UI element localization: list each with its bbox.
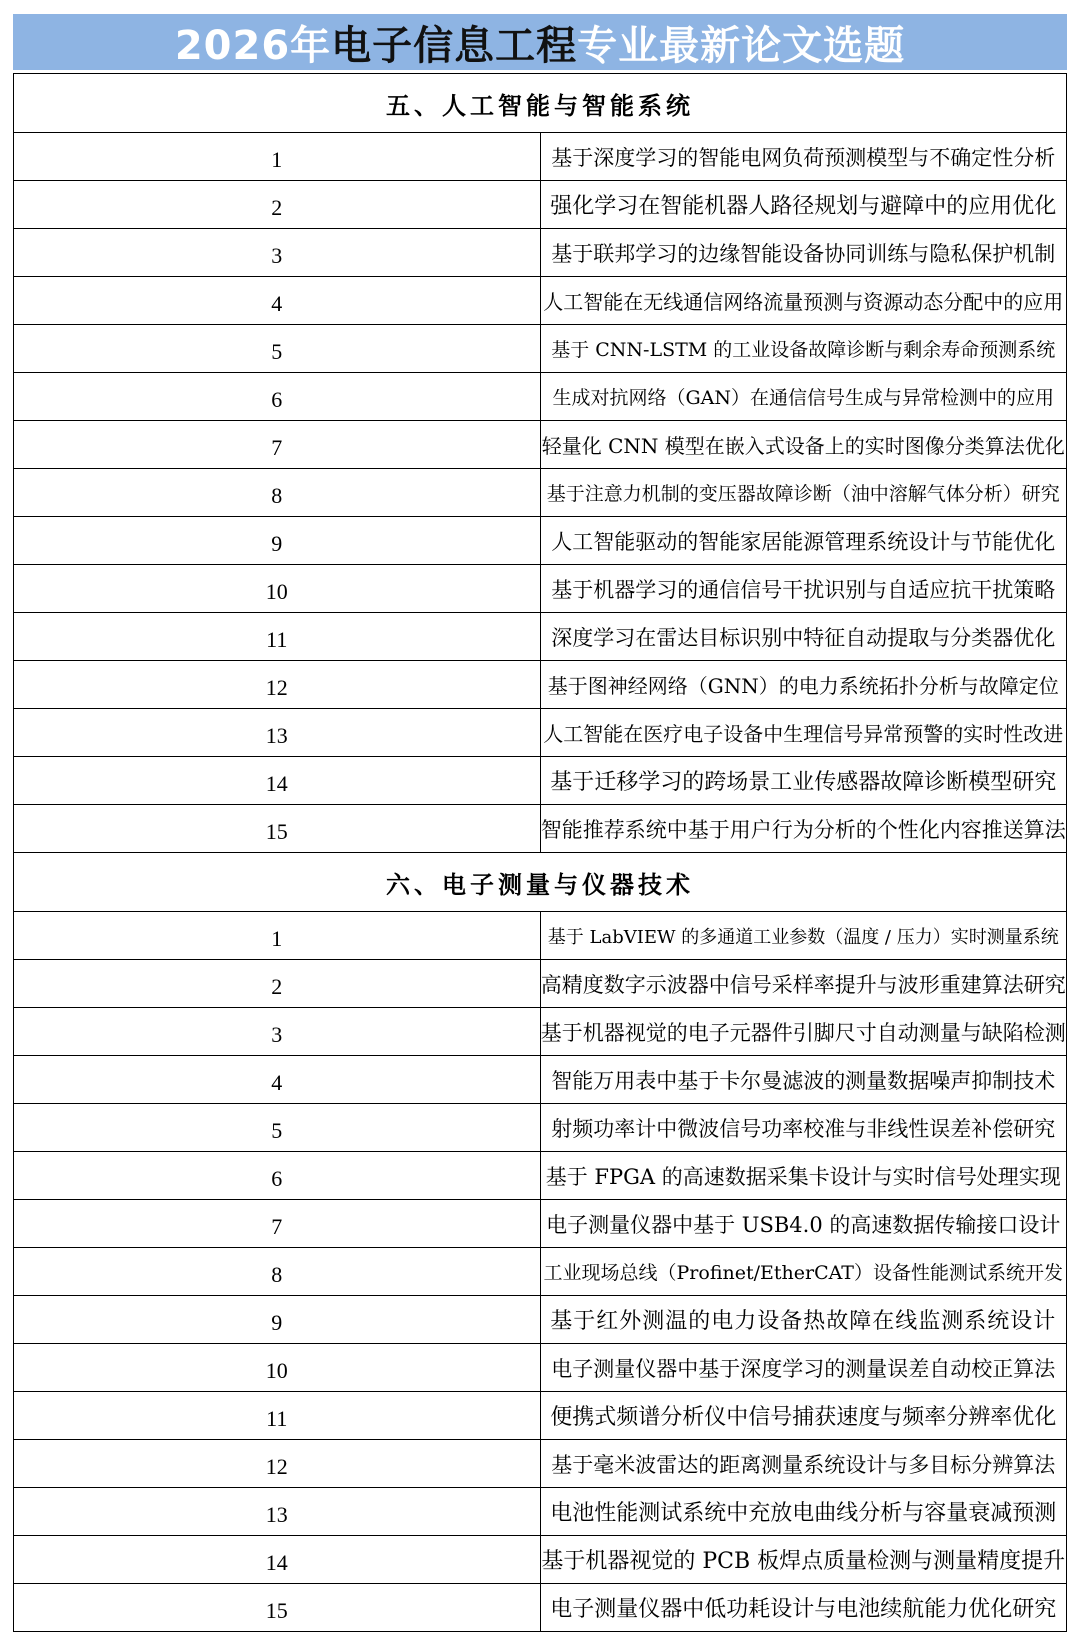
- topic-title: 电池性能测试系统中充放电曲线分析与容量衰减预测: [540, 1488, 1067, 1536]
- topic-title: 基于 LabVIEW 的多通道工业参数（温度 / 压力）实时测量系统: [540, 912, 1067, 960]
- table-row: [14, 1104, 1067, 1152]
- row-number: 2: [14, 181, 541, 229]
- topic-title: 基于机器视觉的电子元器件引脚尺寸自动测量与缺陷检测: [540, 1008, 1067, 1056]
- topic-title: 生成对抗网络（GAN）在通信信号生成与异常检测中的应用: [540, 373, 1067, 421]
- topic-title: 射频功率计中微波信号功率校准与非线性误差补偿研究: [540, 1104, 1067, 1152]
- row-number: 8: [14, 469, 541, 517]
- row-number: 6: [14, 1152, 541, 1200]
- row-number: 10: [14, 565, 541, 613]
- topic-title: 基于 CNN-LSTM 的工业设备故障诊断与剩余寿命预测系统: [540, 325, 1067, 373]
- row-number: 7: [14, 421, 541, 469]
- table-row: [14, 1392, 1067, 1440]
- table-row: [14, 517, 1067, 565]
- section-heading: 五、人工智能与智能系统: [14, 74, 1067, 133]
- row-number: 8: [14, 1248, 541, 1296]
- table-row: [14, 1296, 1067, 1344]
- topic-title: 电子测量仪器中基于深度学习的测量误差自动校正算法: [540, 1344, 1067, 1392]
- row-number: 5: [14, 325, 541, 373]
- table-row: [14, 1056, 1067, 1104]
- row-number: 13: [14, 1488, 541, 1536]
- table-row: [14, 912, 1067, 960]
- row-number: 2: [14, 960, 541, 1008]
- topic-title: 人工智能在医疗电子设备中生理信号异常预警的实时性改进: [540, 709, 1067, 757]
- table-row: [14, 1200, 1067, 1248]
- table-row: [14, 1584, 1067, 1632]
- topic-title: 基于深度学习的智能电网负荷预测模型与不确定性分析: [540, 133, 1067, 181]
- row-number: 11: [14, 613, 541, 661]
- table-row: [14, 805, 1067, 853]
- table-row: [14, 229, 1067, 277]
- table-row: [14, 469, 1067, 517]
- topic-title: 基于注意力机制的变压器故障诊断（油中溶解气体分析）研究: [540, 469, 1067, 517]
- title-banner: [13, 14, 1067, 70]
- section-heading-row: [14, 74, 1067, 133]
- topic-title: 智能万用表中基于卡尔曼滤波的测量数据噪声抑制技术: [540, 1056, 1067, 1104]
- topic-title: 电子测量仪器中基于 USB4.0 的高速数据传输接口设计: [540, 1200, 1067, 1248]
- table-row: [14, 960, 1067, 1008]
- row-number: 7: [14, 1200, 541, 1248]
- table-row: [14, 1248, 1067, 1296]
- topic-title: 深度学习在雷达目标识别中特征自动提取与分类器优化: [540, 613, 1067, 661]
- table-row: [14, 1536, 1067, 1584]
- topic-title: 电子测量仪器中低功耗设计与电池续航能力优化研究: [540, 1584, 1067, 1632]
- topic-title: 基于毫米波雷达的距离测量系统设计与多目标分辨算法: [540, 1440, 1067, 1488]
- topic-title: 基于联邦学习的边缘智能设备协同训练与隐私保护机制: [540, 229, 1067, 277]
- topic-title: 基于图神经网络（GNN）的电力系统拓扑分析与故障定位: [540, 661, 1067, 709]
- table-row: [14, 1008, 1067, 1056]
- row-number: 15: [14, 805, 541, 853]
- topic-title: 轻量化 CNN 模型在嵌入式设备上的实时图像分类算法优化: [540, 421, 1067, 469]
- row-number: 12: [14, 1440, 541, 1488]
- section-heading-row: [14, 853, 1067, 912]
- topic-title: 基于 FPGA 的高速数据采集卡设计与实时信号处理实现: [540, 1152, 1067, 1200]
- row-number: 5: [14, 1104, 541, 1152]
- table-row: [14, 325, 1067, 373]
- row-number: 6: [14, 373, 541, 421]
- section-heading: 六、电子测量与仪器技术: [14, 853, 1067, 912]
- topic-title: 智能推荐系统中基于用户行为分析的个性化内容推送算法: [540, 805, 1067, 853]
- row-number: 13: [14, 709, 541, 757]
- topic-title: 基于迁移学习的跨场景工业传感器故障诊断模型研究: [540, 757, 1067, 805]
- table-row: [14, 373, 1067, 421]
- table-row: [14, 421, 1067, 469]
- topic-title: 基于机器视觉的 PCB 板焊点质量检测与测量精度提升: [540, 1536, 1067, 1584]
- topic-title: 强化学习在智能机器人路径规划与避障中的应用优化: [540, 181, 1067, 229]
- table-row: [14, 565, 1067, 613]
- row-number: 1: [14, 133, 541, 181]
- title-year: 2026年: [174, 22, 332, 69]
- topic-title: 工业现场总线（Profinet/EtherCAT）设备性能测试系统开发: [540, 1248, 1067, 1296]
- row-number: 3: [14, 229, 541, 277]
- row-number: 9: [14, 1296, 541, 1344]
- row-number: 4: [14, 277, 541, 325]
- table-row: [14, 661, 1067, 709]
- title-rest: 专业最新论文选题: [577, 22, 906, 69]
- table-row: [14, 757, 1067, 805]
- table-row: [14, 181, 1067, 229]
- topic-title: 基于红外测温的电力设备热故障在线监测系统设计: [540, 1296, 1067, 1344]
- table-row: [14, 613, 1067, 661]
- topic-title: 高精度数字示波器中信号采样率提升与波形重建算法研究: [540, 960, 1067, 1008]
- table-row: [14, 709, 1067, 757]
- topics-table: [13, 73, 1067, 1632]
- row-number: 12: [14, 661, 541, 709]
- topic-title: 便携式频谱分析仪中信号捕获速度与频率分辨率优化: [540, 1392, 1067, 1440]
- row-number: 15: [14, 1584, 541, 1632]
- table-row: [14, 1344, 1067, 1392]
- row-number: 11: [14, 1392, 541, 1440]
- topic-title: 人工智能驱动的智能家居能源管理系统设计与节能优化: [540, 517, 1067, 565]
- row-number: 9: [14, 517, 541, 565]
- row-number: 14: [14, 757, 541, 805]
- title-major: 电子信息工程: [331, 22, 578, 69]
- row-number: 1: [14, 912, 541, 960]
- table-row: [14, 1488, 1067, 1536]
- topic-title: 人工智能在无线通信网络流量预测与资源动态分配中的应用: [540, 277, 1067, 325]
- table-row: [14, 1440, 1067, 1488]
- row-number: 4: [14, 1056, 541, 1104]
- table-row: [14, 1152, 1067, 1200]
- row-number: 3: [14, 1008, 541, 1056]
- table-row: [14, 277, 1067, 325]
- row-number: 14: [14, 1536, 541, 1584]
- table-row: [14, 133, 1067, 181]
- row-number: 10: [14, 1344, 541, 1392]
- topic-title: 基于机器学习的通信信号干扰识别与自适应抗干扰策略: [540, 565, 1067, 613]
